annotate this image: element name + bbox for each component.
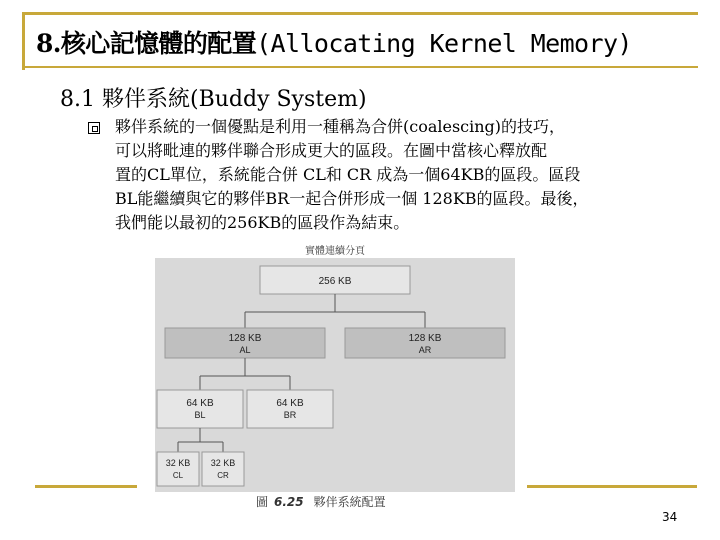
caption-number: 6.25 bbox=[274, 495, 304, 509]
block-br bbox=[247, 390, 333, 428]
root-size: 256 KB bbox=[318, 276, 352, 287]
footer-rule-right bbox=[527, 485, 697, 488]
figure-caption bbox=[256, 493, 386, 510]
block-al-size: 128 KB bbox=[228, 333, 262, 344]
title-prefix: 8.核心記憶體的配置 bbox=[36, 29, 257, 58]
paragraph-line: 置的CL單位，系統能合併 CL和 CR 成為一個64KB的區段。區段 bbox=[115, 165, 581, 184]
block-ar-size: 128 KB bbox=[408, 333, 442, 344]
title-top-rule bbox=[22, 12, 698, 15]
block-al-label: AL bbox=[239, 345, 251, 355]
block-ar-label: AR bbox=[418, 345, 432, 355]
paragraph bbox=[115, 115, 695, 235]
caption-text: 夥伴系統配置 bbox=[313, 495, 386, 509]
page-number: 34 bbox=[662, 510, 678, 524]
block-bl-size: 64 KB bbox=[186, 398, 214, 409]
title-accent-line bbox=[22, 12, 25, 70]
paragraph-line: 我們能以最初的256KB的區段作為結束。 bbox=[115, 213, 410, 232]
caption-prefix: 圖 bbox=[256, 495, 269, 509]
block-cl-label: CL bbox=[172, 471, 184, 480]
block-bl-label: BL bbox=[194, 410, 206, 420]
section-subtitle: 8.1 夥伴系統(Buddy System) bbox=[60, 87, 367, 112]
paragraph-line: 夥伴系統的一個優點是利用一種稱為合併(coalescing)的技巧， bbox=[115, 117, 566, 136]
block-cl-size: 32 KB bbox=[165, 458, 191, 468]
block-bl bbox=[157, 390, 243, 428]
paragraph-line: 可以將毗連的夥伴聯合形成更大的區段。在圖中當核心釋放配 bbox=[115, 141, 548, 160]
block-cr-size: 32 KB bbox=[210, 458, 236, 468]
block-cr-label: CR bbox=[217, 471, 229, 480]
title-bottom-rule bbox=[22, 66, 698, 68]
block-br-size: 64 KB bbox=[276, 398, 304, 409]
diagram-header: 實體連續分頁 bbox=[305, 246, 365, 257]
title-suffix: (Allocating Kernel Memory) bbox=[256, 29, 632, 58]
block-br-label: BR bbox=[283, 410, 297, 420]
buddy-system-diagram bbox=[155, 244, 515, 492]
bullet-icon bbox=[88, 122, 100, 134]
footer-rule-left bbox=[35, 485, 137, 488]
paragraph-line: BL能繼續與它的夥伴BR一起合併形成一個 128KB的區段。最後， bbox=[115, 189, 589, 208]
slide-title bbox=[36, 24, 632, 60]
